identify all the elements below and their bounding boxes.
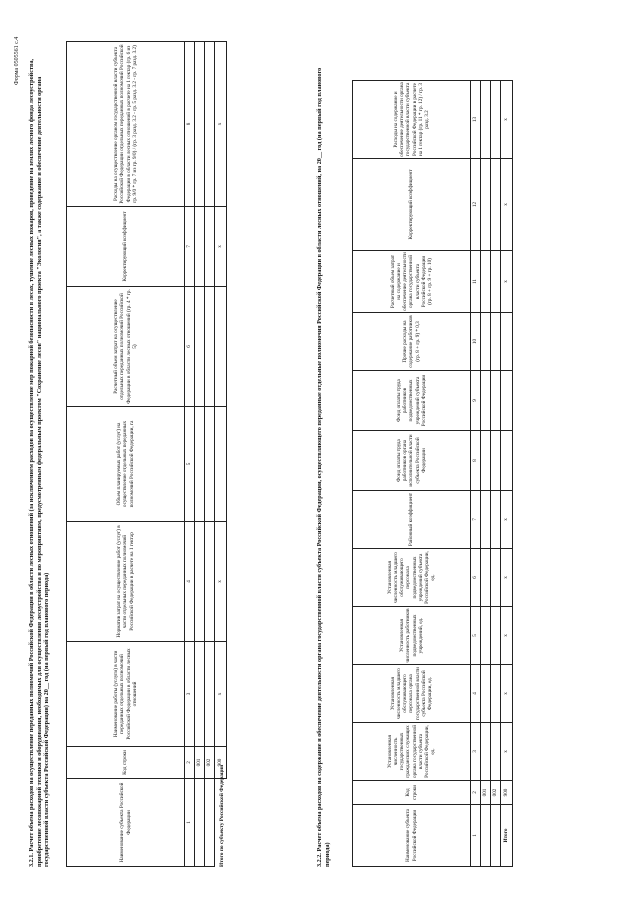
x-mark: x <box>501 723 513 781</box>
subject-name-cell <box>195 779 205 867</box>
table-row <box>491 81 501 867</box>
col-header: Установленная численность младшего обслуживающего персонала подведомственных учреждений субъекта Российской Федерации, ед. <box>353 549 471 607</box>
col-number: 2 <box>185 747 195 779</box>
data-cell <box>195 287 205 407</box>
x-mark: x <box>501 607 513 665</box>
col-header: Корректирующий коэффициент <box>353 159 471 251</box>
table-3-2-2 <box>352 80 513 867</box>
col-number: 9 <box>471 371 481 431</box>
total-code: 900 <box>215 747 227 779</box>
table-3-2-1 <box>66 41 227 867</box>
column-number-row <box>471 81 481 867</box>
row-code: 001 <box>481 781 491 805</box>
col-number: 5 <box>471 607 481 665</box>
form-number: Форма 0505561 с.4 <box>14 36 20 85</box>
col-number: 11 <box>471 251 481 313</box>
col-number: 5 <box>185 407 195 522</box>
total-row <box>501 81 513 867</box>
col-number: 3 <box>185 642 195 747</box>
total-code: 900 <box>501 781 513 805</box>
col-number: 12 <box>471 159 481 251</box>
table-row <box>195 42 205 867</box>
section-3-2-1-heading: 3.2.1. Расчет объема расходов на осуществление переданных полномочий Российской Федерации в области лесных отношений (за исключением расходов на осуществление мер пожарной безопасности в лесах, тушение лесных пожаров, проведение на землях лесного фонда лесоустройства, приобретение лесопожарной техники и оборудования, необходимых для осуществления лесоустройства и по мероприятиям, предусмотренным федеральным проектом "Сохранение лесов" национального проекта "Экология", а также содержание и обеспечение деятельности органа государственной власти субъекта Российской Федерации) на 20__ год (на первый год планового периода) <box>28 59 51 867</box>
col-header: Код строки <box>353 781 471 805</box>
x-mark: x <box>501 549 513 607</box>
x-mark: x <box>501 251 513 313</box>
data-cell <box>205 207 215 287</box>
total-cell <box>501 431 513 491</box>
row-code: 002 <box>491 781 501 805</box>
col-number: 1 <box>471 805 481 867</box>
table-row <box>481 81 491 867</box>
col-header: Наименование субъекта Российской Федерации <box>67 779 185 867</box>
data-cell <box>205 642 215 747</box>
x-mark: x <box>501 159 513 251</box>
table-header-row <box>353 81 471 867</box>
x-mark: x <box>501 81 513 159</box>
col-header: Расчетный объем затрат на осуществление отдельных переданных полномочий Российской Федерации в области лесных отношений (гр. 4 * гр. 5) <box>67 287 185 407</box>
col-header: Код строки <box>67 747 185 779</box>
table-row <box>205 42 215 867</box>
total-label-3-2-1: Итого по субъекту Российской Федерации <box>219 764 225 867</box>
col-number: 13 <box>471 81 481 159</box>
total-cell <box>501 371 513 431</box>
col-number: 8 <box>185 42 195 207</box>
total-label-3-2-2: Итого <box>501 805 513 867</box>
total-cell <box>215 287 227 407</box>
section-3-2-2-heading: 3.2.2. Расчет объема расходов на содержание и обеспечение деятельности органа государственной власти субъекта Российской Федерации, осуществляющего переданные отдельные полномочия Российской Федерации в области лесных отношений, на 20__ год (на первый год планового периода) <box>316 67 331 867</box>
table-header-row <box>67 42 185 867</box>
col-header: Расходы на содержание и обеспечение деятельности органа государственной власти субъекта Российской Федерации в расчете на 1 гектар (гр. 11 * гр. 12) / гр. 3 разд. 3.2 <box>353 81 471 159</box>
col-header: Фонд оплаты труда работников органа исполнительной власти субъекта Российской Федерации <box>353 431 471 491</box>
col-number: 1 <box>185 779 195 867</box>
col-number: 2 <box>471 781 481 805</box>
col-header: Наименование субъекта Российской Федерации <box>353 805 471 867</box>
col-header: Объем планируемых работ (услуг) на осуществление отдельных переданных полномочий Российской Федерации, га <box>67 407 185 522</box>
col-number: 6 <box>471 549 481 607</box>
column-number-row <box>185 42 195 867</box>
col-number: 4 <box>471 665 481 723</box>
total-cell <box>501 313 513 371</box>
col-header: Норматив затрат на осуществление работ (услуг) в части отдельных переданных полномочий Российской Федерации в расчете на 1 гектар <box>67 522 185 642</box>
x-mark: x <box>501 491 513 549</box>
col-header: Фонд оплаты труда работников подведомственных учреждений субъекта Российской Федерации <box>353 371 471 431</box>
data-cell <box>195 207 205 287</box>
col-number: 10 <box>471 313 481 371</box>
data-cell <box>205 407 215 522</box>
col-header: Установленная численность младшего обслуживающего персонала органа государственной власти субъекта Российской Федерации, ед. <box>353 665 471 723</box>
row-code: 002 <box>205 747 215 779</box>
col-number: 8 <box>471 431 481 491</box>
data-cell <box>205 522 215 642</box>
col-number: 7 <box>185 207 195 287</box>
col-header: Прочие расходы на содержание работников (гр. 8 + гр. 9) * 0,3 <box>353 313 471 371</box>
x-mark: x <box>215 642 227 747</box>
data-cell <box>195 407 205 522</box>
col-header: Расчетный объем затрат на содержание и обеспечение деятельности органа государственной власти субъекта Российской Федерации (гр. 8 + гр. 9 + гр. 10) <box>353 251 471 313</box>
data-cell <box>205 287 215 407</box>
col-number: 7 <box>471 491 481 549</box>
data-cell <box>195 42 205 207</box>
total-cell <box>215 407 227 522</box>
subject-name-cell <box>481 805 491 867</box>
col-number: 4 <box>185 522 195 642</box>
data-cell <box>195 522 205 642</box>
col-header: Наименование работы (услуги) в части переданных отдельных полномочий Российской Федерации в области лесных отношений <box>67 642 185 747</box>
col-header: Корректирующий коэффициент <box>67 207 185 287</box>
col-header: Районный коэффициент <box>353 491 471 549</box>
col-header: Расходы на осуществление органом государственной власти субъекта Российской Федерации отдельных переданных полномочий Российской Федерации в области лесных отношений в расчете на 1 гектар (гр. 6 из гр. 9/0 * гр. 7 из гр. 9/0) / (гр. 3 разд. 3.2 - гр. 5 разд. 3.2 - гр. 7 разд. 3.2) <box>67 42 185 207</box>
data-cell <box>195 642 205 747</box>
col-header: Установленная численность работников подведомственных учреждений, ед. <box>353 607 471 665</box>
x-mark: x <box>215 42 227 207</box>
subject-name-cell <box>491 805 501 867</box>
x-mark: x <box>215 522 227 642</box>
subject-name-cell <box>205 779 215 867</box>
data-cell <box>205 42 215 207</box>
x-mark: x <box>501 665 513 723</box>
col-header: Установленная численность государственных гражданских служащих органа государственной власти субъекта Российской Федерации, ед. <box>353 723 471 781</box>
col-number: 3 <box>471 723 481 781</box>
x-mark: x <box>215 207 227 287</box>
row-code: 001 <box>195 747 205 779</box>
col-number: 6 <box>185 287 195 407</box>
